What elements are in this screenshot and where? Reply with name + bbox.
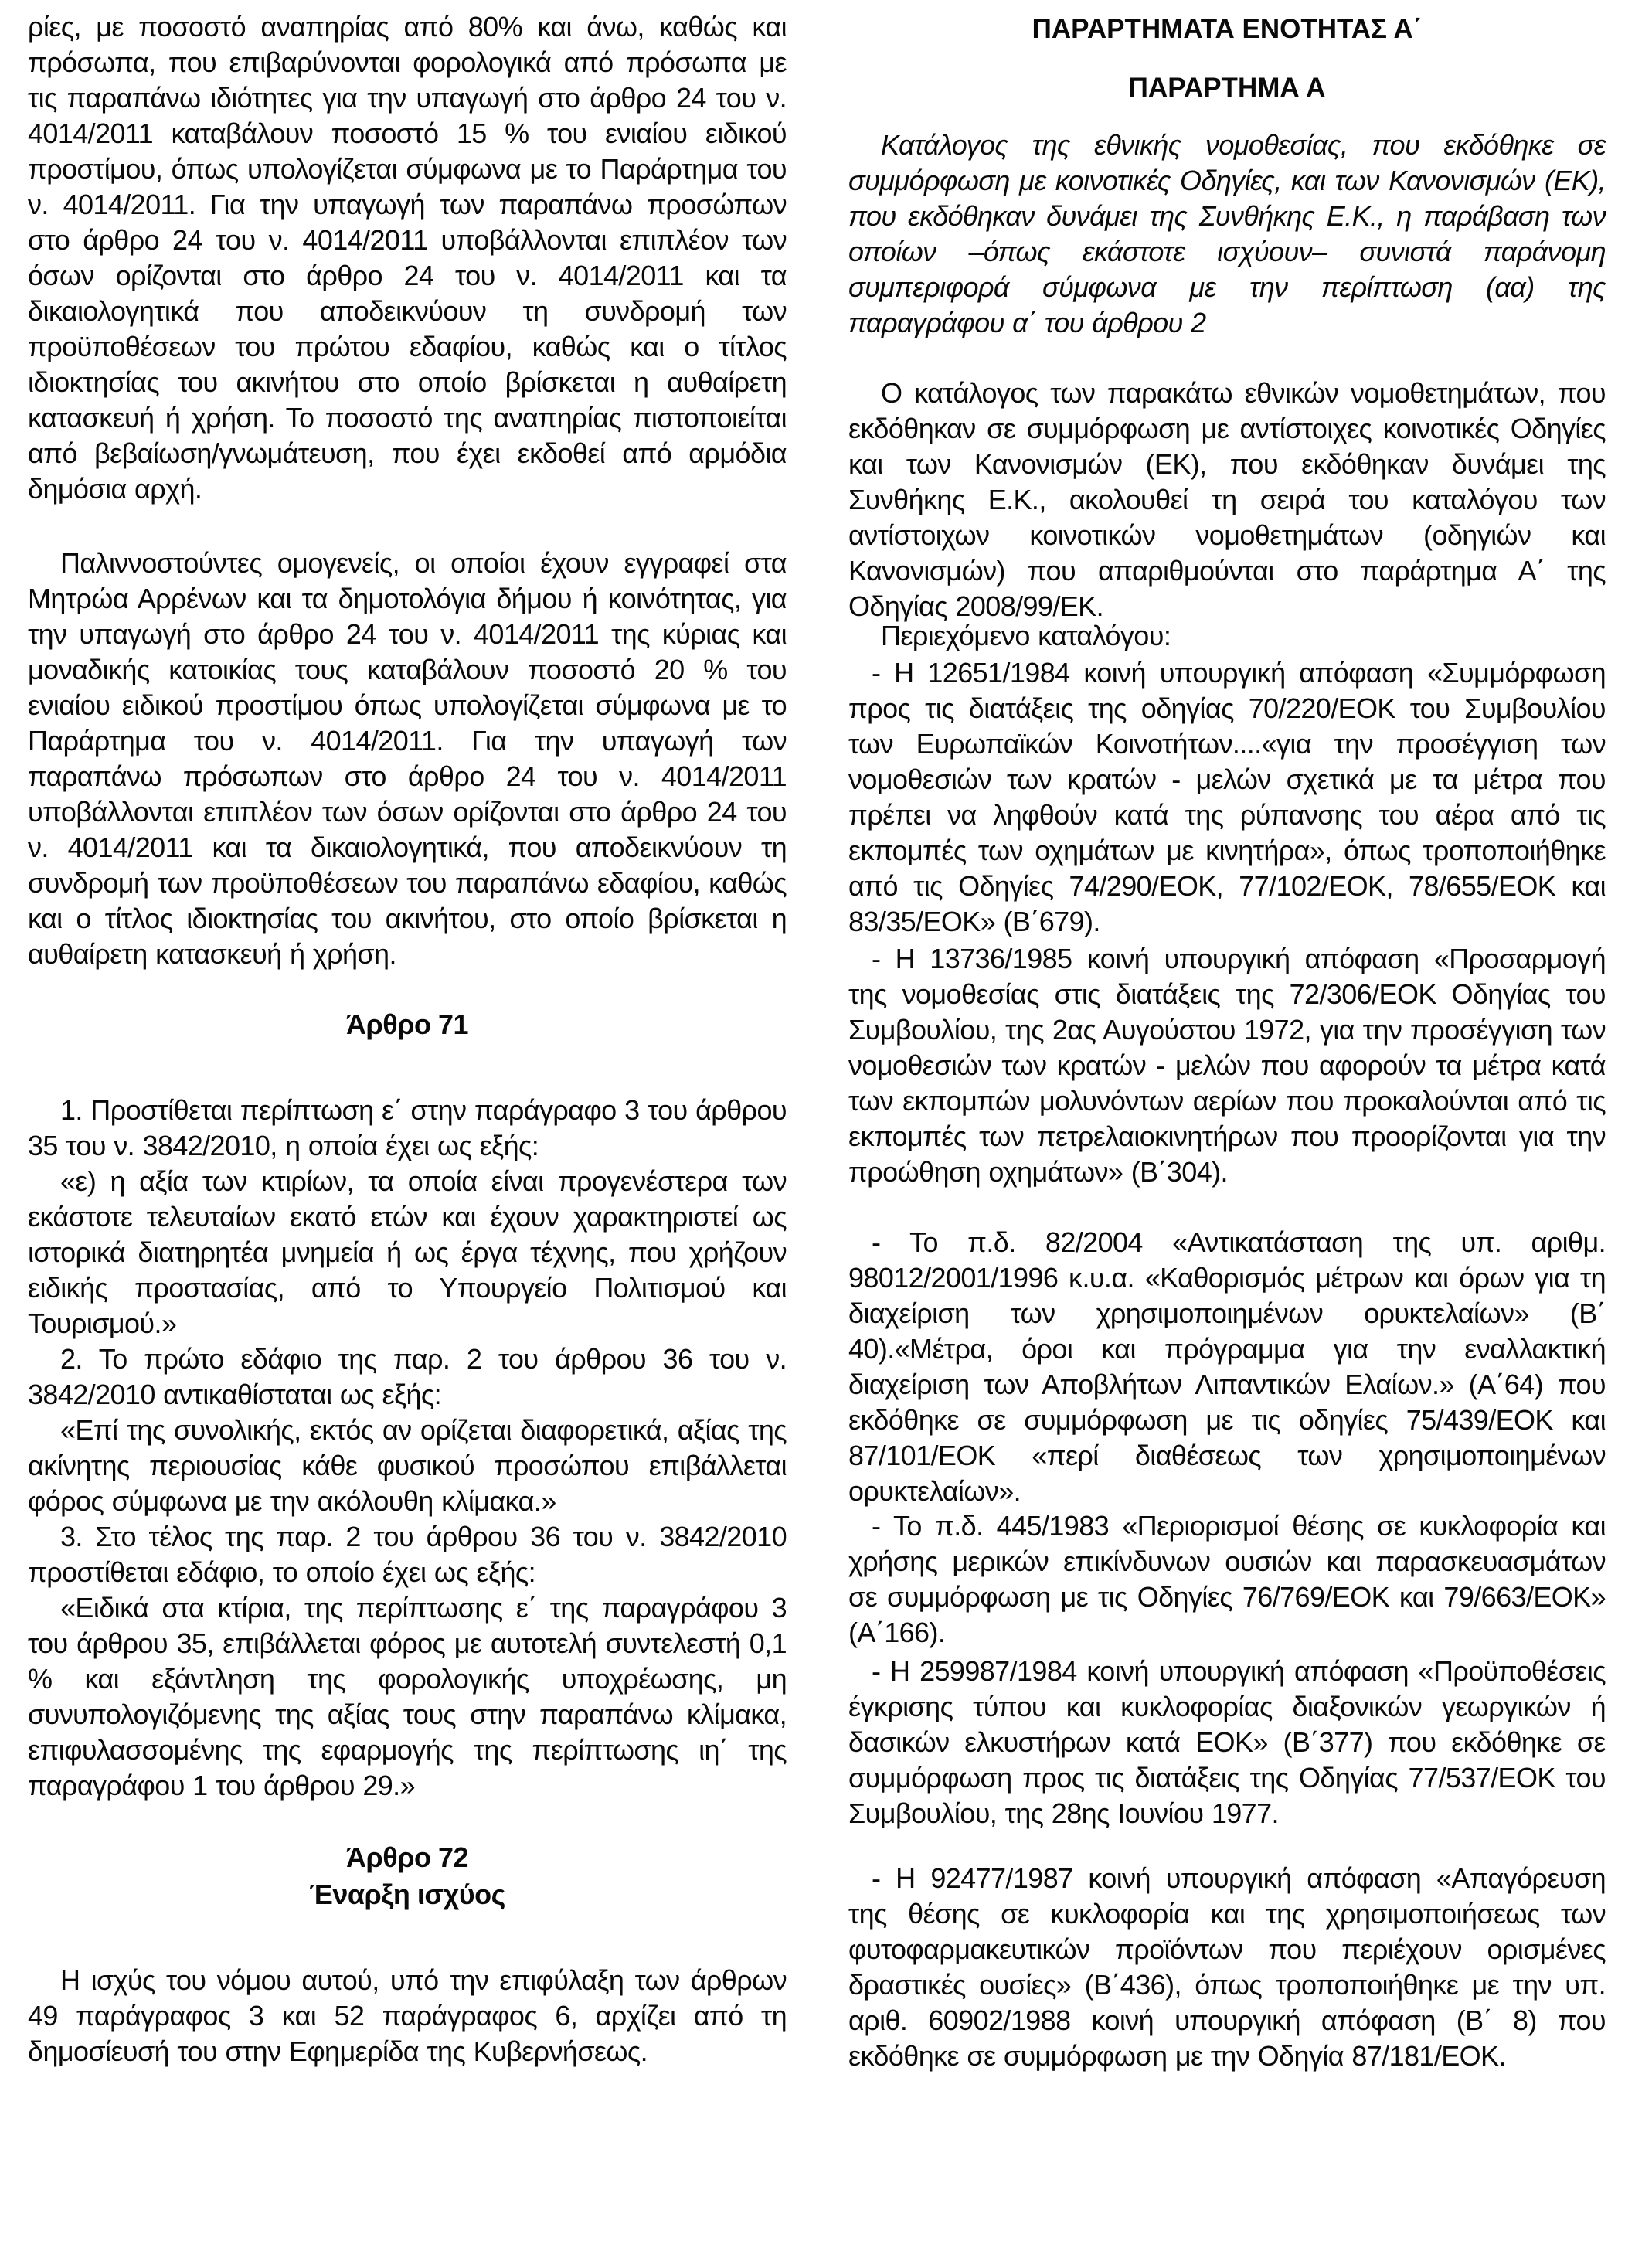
article-71-paragraph-5: 3. Στο τέλος της παρ. 2 του άρθρου 36 του ν. 3842/2010 προστίθεται εδάφιο, το οποίο έχει ως εξής: — [28, 1521, 787, 1588]
annex-a-heading: ΠΑΡΑΡΤΗΜΑ Α — [1128, 73, 1326, 103]
article-72-heading-block — [28, 1839, 787, 1913]
right-column — [848, 0, 1606, 2268]
catalog-item-5: - Η 259987/1984 κοινή υπουργική απόφαση «Προϋποθέσεις έγκρισης τύπου και κυκλοφορίας διαξονικών γεωργικών ή δασικών ελκυστήρων κατά ΕΟΚ» (Β΄377) που εκδόθηκε σε συμμόρφωση προς τις διατάξεις της Οδηγίας 77/537/ΕΟΚ του Συμβουλίου, της 28ης Ιουνίου 1977. — [848, 1655, 1606, 1829]
article-71-heading: Άρθρο 71 — [345, 1008, 469, 1040]
catalog-item-2: - Η 13736/1985 κοινή υπουργική απόφαση «Προσαρμογή της νομοθεσίας στις διατάξεις της 72/306/ΕΟΚ Οδηγίας του Συμβουλίου, της 2ας Αυγούστου 1972, για την προσέγγιση των νομοθεσιών των κρατών - μελών που αφορούν τα μέτρα κατά των εκπομπών μολυνόντων αερίων που προκαλούνται από τις εκπομπές των πετρελαιοκινητήρων που προορίζονται για την προώθηση οχημάτων» (Β΄304). — [848, 943, 1606, 1188]
catalog-item-4: - Το π.δ. 445/1983 «Περιορισμοί θέσης σε κυκλοφορία και χρήσης μερικών επικίνδυνων ουσιών και παρασκευασμάτων σε συμμόρφωση με τις Οδηγίες 76/769/ΕΟΚ και 79/663/ΕΟΚ» (Α΄166). — [848, 1510, 1606, 1648]
article-71-paragraph-3: 2. Το πρώτο εδάφιο της παρ. 2 του άρθρου 36 του ν. 3842/2010 αντικαθίσταται ως εξής: — [28, 1343, 787, 1410]
left-column — [28, 0, 787, 2268]
catalog-intro-paragraph: Ο κατάλογος των παρακάτω εθνικών νομοθετημάτων, που εκδόθηκαν σε συμμόρφωση με αντίστοιχες κοινοτικές Οδηγίες και των Κανονισμών (ΕΚ), που εκδόθηκαν δυνάμει της Συνθήκης Ε.Κ., ακολουθεί τη σειρά του καταλόγου των αντίστοιχων κοινοτικών νομοθετημάτων (οδηγιών και Κανονισμών) που απαριθμούνται στο παράρτημα Α΄ της Οδηγίας 2008/99/ΕΚ. — [848, 377, 1606, 622]
article-71-paragraph-2: «ε) η αξία των κτιρίων, τα οποία είναι προγενέστερα των εκάστοτε τελευταίων εκατό ετών και έχουν χαρακτηριστεί ως ιστορικά διατηρητέα μνημεία ή ως έργα τέχνης, που χρήζουν ειδικής προστασίας, από το Υπουργείο Πολιτισμού και Τουρισμού.» — [28, 1165, 787, 1339]
continued-paragraph: ρίες, με ποσοστό αναπηρίας από 80% και άνω, καθώς και πρόσωπα, που επιβαρύνονται φορολογικά από πρόσωπα με τις παραπάνω ιδιότητες για την υπαγωγή στο άρθρο 24 του ν. 4014/2011 καταβάλουν ποσοστό 15 % του ενιαίου ειδικού προστίμου, όπως υπολογίζεται σύμφωνα με το Παράρτημα του ν. 4014/2011. Για την υπαγωγή των παραπάνω προσώπων στο άρθρο 24 του ν. 4014/2011 υποβάλλονται επιπλέον των όσων ορίζονται στο άρθρο 24 του ν. 4014/2011 και τα δικαιολογητικά που αποδεικνύουν τη συνδρομή των προϋποθέσεων του πρώτου εδαφίου, καθώς και ο τίτλος ιδιοκτησίας του ακινήτου στο οποίο βρίσκεται η αυθαίρετη κατασκευή ή χρήση. Το ποσοστό της αναπηρίας πιστοποιείται από βεβαίωση/γνωμάτευση, που έχει εκδοθεί από αρμόδια δημόσια αρχή. — [28, 11, 787, 505]
article-72-heading: Άρθρο 72 — [345, 1841, 469, 1873]
catalog-item-1: - Η 12651/1984 κοινή υπουργική απόφαση «Συμμόρφωση προς τις διατάξεις της οδηγίας 70/220/ΕΟΚ του Συμβουλίου των Ευρωπαϊκών Κοινοτήτων....«για την προσέγγιση των νομοθεσιών των κρατών - μελών σχετικά με τα μέτρα που πρέπει να ληφθούν κατά της ρύπανσης του αέρα από τις εκπομπές των οχημάτων με κινητήρα», όπως τροποποιήθηκε από τις Οδηγίες 74/290/ΕΟΚ, 77/102/ΕΟΚ, 78/655/ΕΟΚ και 83/35/ΕΟΚ» (Β΄679). — [848, 657, 1606, 937]
repatriates-paragraph: Παλιννοστούντες ομογενείς, οι οποίοι έχουν εγγραφεί στα Μητρώα Αρρένων και τα δημοτολόγια δήμου ή κοινότητας, για την υπαγωγή στο άρθρο 24 του ν. 4014/2011 της κύριας και μοναδικής κατοικίας τους καταβάλουν ποσοστό 20 % του ενιαίου ειδικού προστίμου όπως υπολογίζεται σύμφωνα με το Παράρτημα του ν. 4014/2011. Για την υπαγωγή των παραπάνω πρόσωπων στο άρθρο 24 του ν. 4014/2011 υποβάλλονται επιπλέον των όσων ορίζονται στο άρθρο 24 του ν. 4014/2011 και τα δικαιολογητικά, που αποδεικνύουν τη συνδρομή των προϋποθέσεων του παραπάνω εδαφίου, καθώς και ο τίτλος ιδιοκτησίας του ακινήτου, στο οποίο βρίσκεται η αυθαίρετη κατασκευή ή χρήση. — [28, 547, 787, 970]
annex-description: Κατάλογος της εθνικής νομοθεσίας, που εκδόθηκε σε συμμόρφωση με κοινοτικές Οδηγίες, και των Κανονισμών (ΕΚ), που εκδόθηκαν δυνάμει της Συνθήκης Ε.Κ., η παράβαση των οποίων –όπως εκάστοτε ισχύουν– συνιστά παράνομη συμπεριφορά σύμφωνα με την περίπτωση (αα) της παραγράφου α΄ του άρθρου 2 — [848, 129, 1606, 338]
annexes-section-heading: ΠΑΡΑΡΤΗΜΑΤΑ ΕΝΟΤΗΤΑΣ Α΄ — [1032, 14, 1423, 44]
catalog-item-6: - Η 92477/1987 κοινή υπουργική απόφαση «Απαγόρευση της θέσης σε κυκλοφορία και της χρησιμοποιήσεως των φυτοφαρμακευτικών προϊόντων που περιέχουν ορισμένες δραστικές ουσίες» (Β΄436), όπως τροποποιήθηκε με την υπ. αριθ. 60902/1988 κοινή υπουργική απόφαση (Β΄ 8) που εκδόθηκε σε συμμόρφωση με την Οδηγία 87/181/ΕΟΚ. — [848, 1862, 1606, 2072]
article-71-paragraph-6: «Ειδικά στα κτίρια, της περίπτωσης ε΄ της παραγράφου 3 του άρθρου 35, επιβάλλεται φόρος με αυτοτελή συντελεστή 0,1 % και εξάντληση της φορολογικής υποχρέωσης, μη συνυπολογιζόμενης της αξίας τους στην παραπάνω κλίμακα, επιφυλασσομένης της εφαρμογής της περίπτωσης ιη΄ της παραγράφου 1 του άρθρου 29.» — [28, 1592, 787, 1801]
article-72-paragraph: Η ισχύς του νόμου αυτού, υπό την επιφύλαξη των άρθρων 49 παράγραφος 3 και 52 παράγραφος 6, αρχίζει από τη δημοσίευσή του στην Εφημερίδα της Κυβερνήσεως. — [28, 1964, 787, 2067]
catalog-item-3: - Το π.δ. 82/2004 «Αντικατάσταση της υπ. αριθμ. 98012/2001/1996 κ.υ.α. «Καθορισμός μέτρων και όρων για τη διαχείριση των χρησιμοποιημένων ορυκτελαίων» (Β΄ 40).«Μέτρα, όροι και πρόγραμμα για την εναλλακτική διαχείριση των Αποβλήτων Λιπαντικών Ελαίων.» (Α΄64) που εκδόθηκε σε συμμόρφωση με τις οδηγίες 75/439/ΕΟΚ και 87/101/ΕΟΚ «περί διαθέσεως των χρησιμοποιημένων ορυκτελαίων». — [848, 1226, 1606, 1507]
article-72-subheading: Έναρξη ισχύος — [309, 1879, 505, 1910]
catalog-contents-label: Περιεχόμενο καταλόγου: — [881, 620, 1171, 651]
article-71-paragraph-4: «Επί της συνολικής, εκτός αν ορίζεται διαφορετικά, αξίας της ακίνητης περιουσίας κάθε φυσικού προσώπου επιβάλλεται φόρος σύμφωνα με την ακόλουθη κλίμακα.» — [28, 1414, 787, 1517]
article-71-paragraph-1: 1. Προστίθεται περίπτωση ε΄ στην παράγραφο 3 του άρθρου 35 του ν. 3842/2010, η οποία έχει ως εξής: — [28, 1094, 787, 1161]
